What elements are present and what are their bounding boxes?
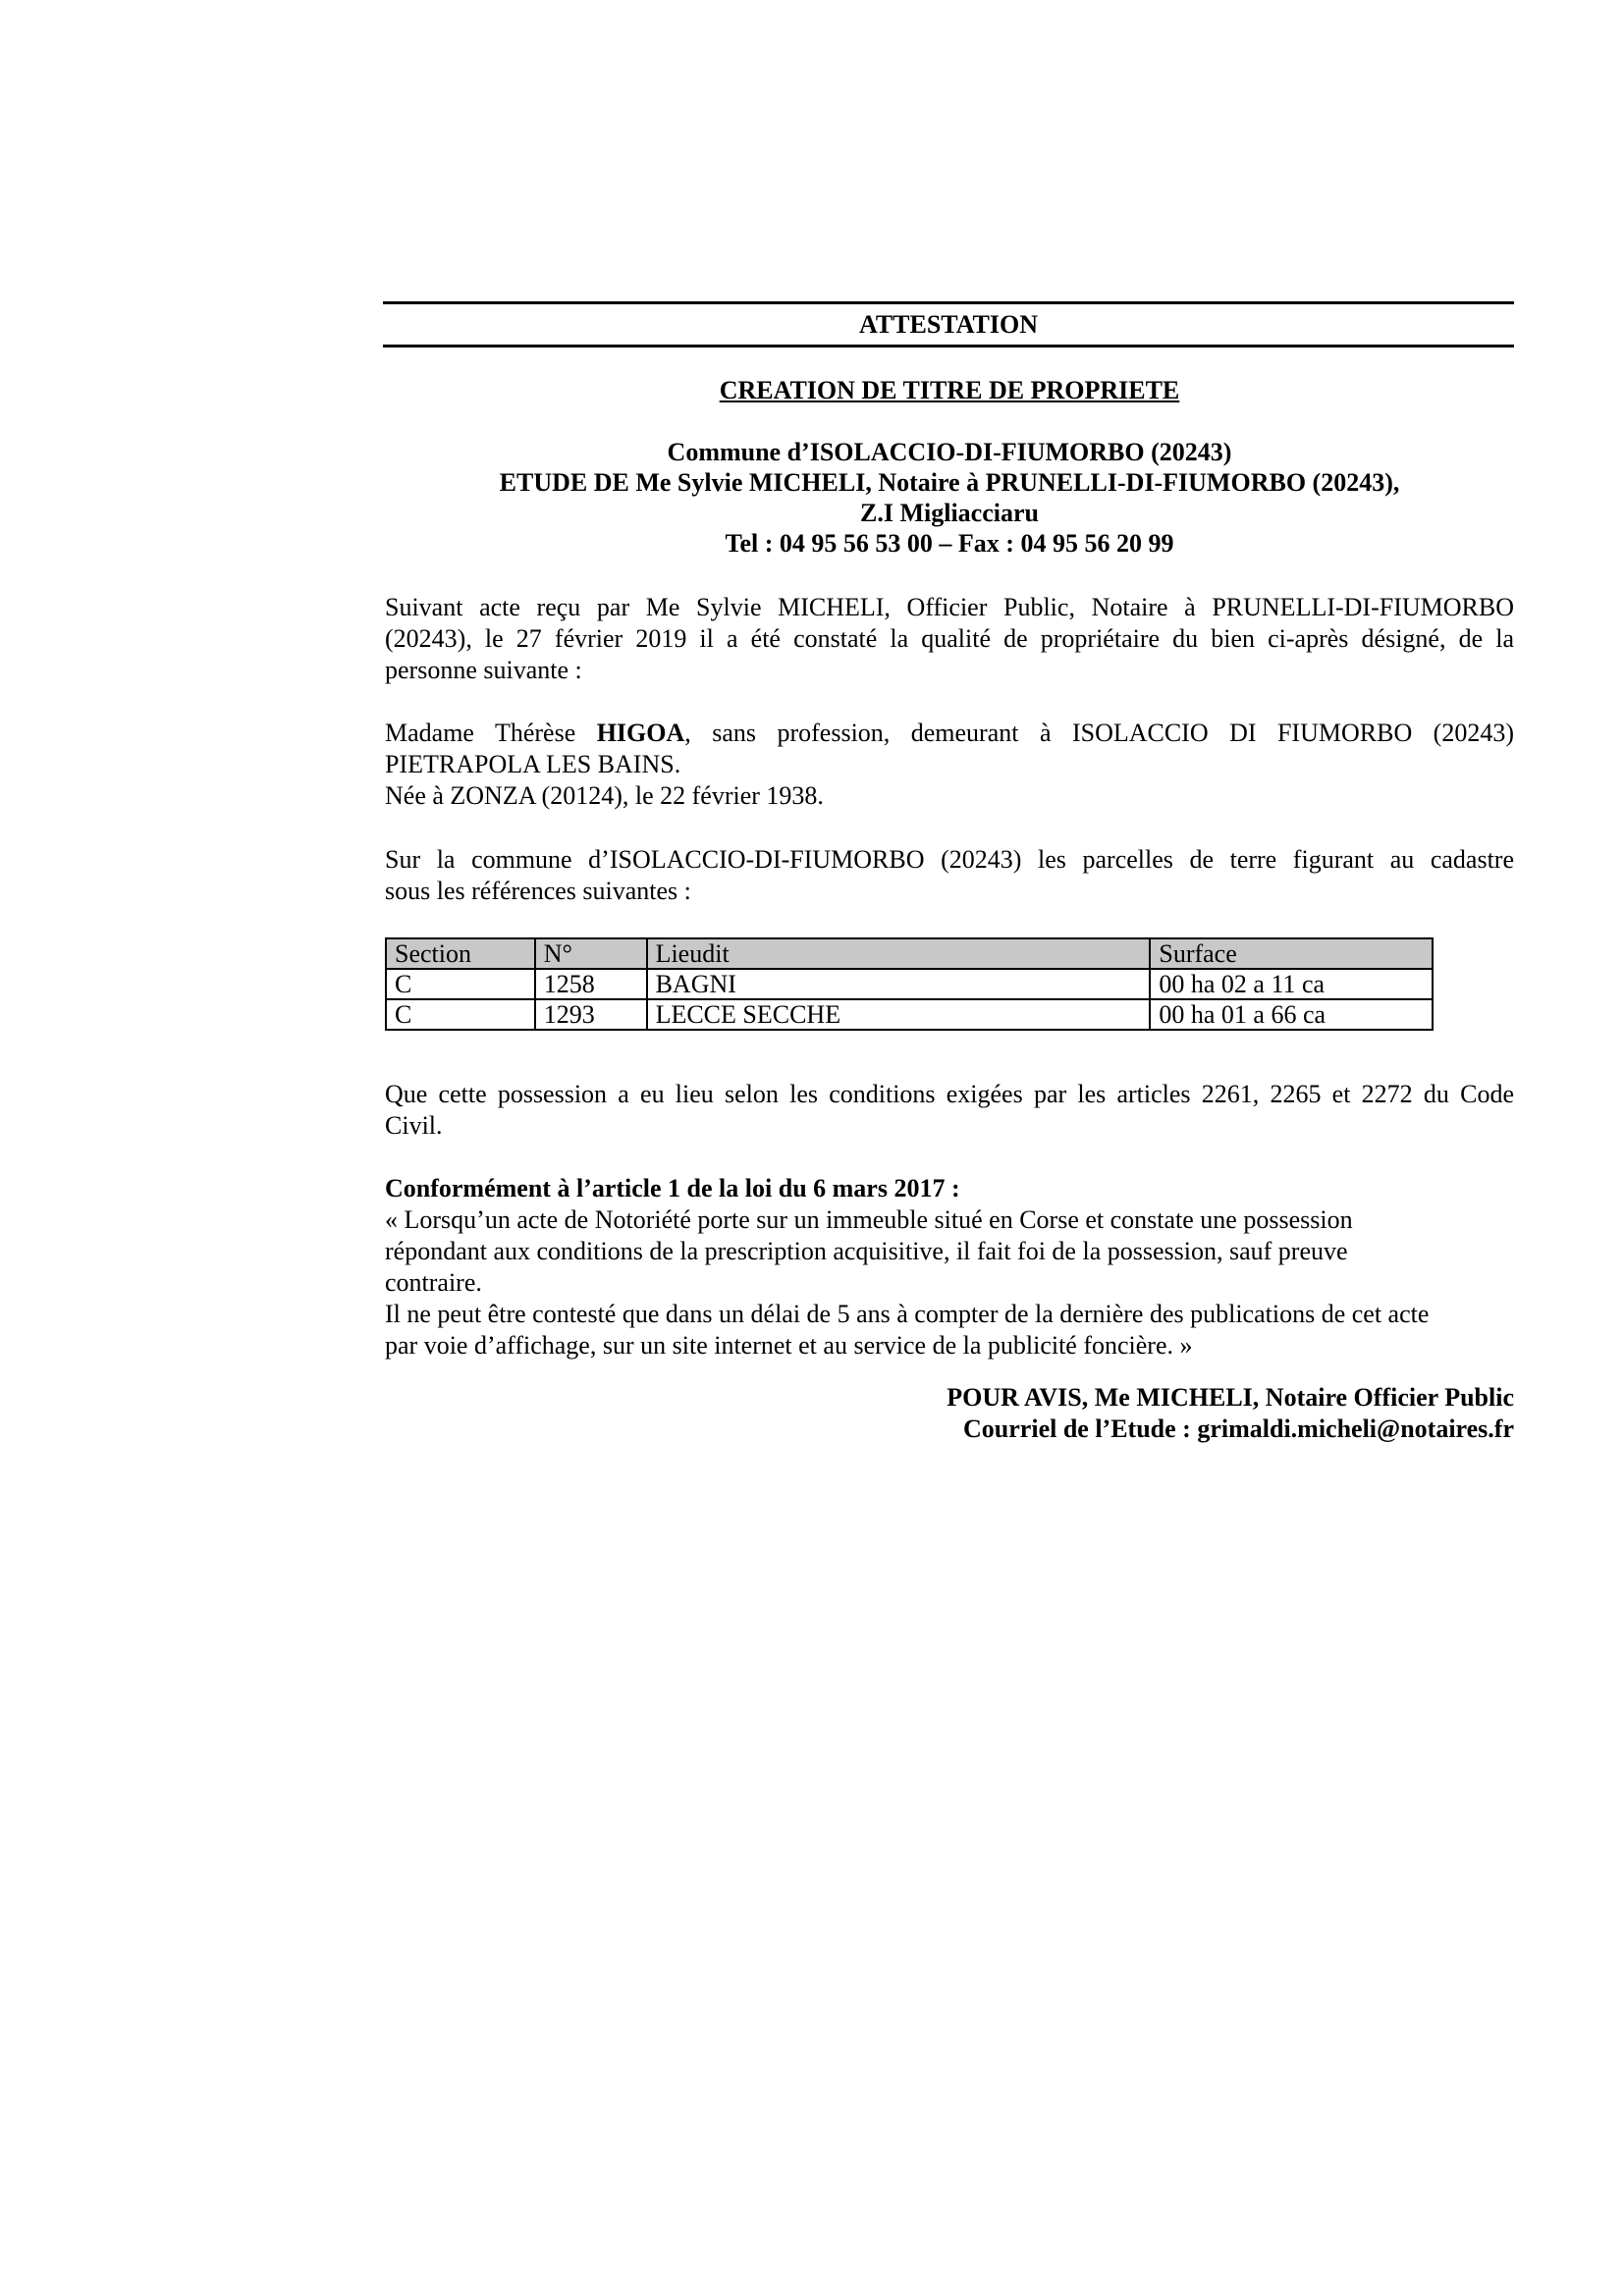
header-surface: Surface (1150, 938, 1433, 969)
etude-line: ETUDE DE Me Sylvie MICHELI, Notaire à PRUNELLI-DI-FIUMORBO (20243), (499, 468, 1400, 497)
cell-section: C (386, 999, 535, 1030)
bottom-rule (383, 345, 1514, 347)
person-paragraph (385, 718, 1514, 812)
person-details: , sans profession, demeurant à ISOLACCIO DI FIUMORBO (20243) (684, 719, 1514, 747)
intro-line: (20243), le 27 février 2019 il a été constaté la qualité de propriétaire du bien ci-après désigné, de la (385, 624, 1514, 653)
commune-line: Commune d’ISOLACCIO-DI-FIUMORBO (20243) (667, 438, 1232, 466)
law-line: par voie d’affichage, sur un site internet et au service de la publicité foncière. » (385, 1331, 1193, 1360)
cell-number: 1258 (535, 969, 647, 999)
address-line: Z.I Migliacciaru (860, 499, 1039, 527)
possession-line: Que cette possession a eu lieu selon les conditions exigées par les articles 2261, 2265 et 2272 du Code (385, 1080, 1514, 1108)
person-line (385, 718, 1514, 749)
document-subtitle: CREATION DE TITRE DE PROPRIETE (719, 376, 1180, 404)
contact-line: Tel : 04 95 56 53 00 – Fax : 04 95 56 20 99 (725, 529, 1174, 558)
email-line: Courriel de l’Etude : grimaldi.micheli@notaires.fr (963, 1415, 1514, 1443)
document-title: ATTESTATION (858, 310, 1039, 339)
law-heading (385, 1173, 1514, 1204)
cell-lieudit: BAGNI (647, 969, 1151, 999)
person-surname: HIGOA (596, 719, 685, 747)
table-row (386, 999, 1433, 1030)
signature-block (385, 1382, 1514, 1445)
law-line: répondant aux conditions de la prescription acquisitive, il fait foi de la possession, sauf preuve (385, 1237, 1348, 1265)
intro-paragraph (385, 592, 1514, 686)
possession-paragraph (385, 1079, 1514, 1142)
intro-line: personne suivante : (385, 656, 582, 684)
cell-surface: 00 ha 01 a 66 ca (1150, 999, 1433, 1030)
table-row (386, 969, 1433, 999)
person-prefix: Madame Thérèse (385, 719, 597, 747)
cell-number: 1293 (535, 999, 647, 1030)
header-number: N° (535, 938, 647, 969)
person-birth: Née à ZONZA (20124), le 22 février 1938. (385, 781, 824, 810)
cell-surface: 00 ha 02 a 11 ca (1150, 969, 1433, 999)
cell-lieudit: LECCE SECCHE (647, 999, 1151, 1030)
table-header-row (386, 938, 1433, 969)
law-line: contraire. (385, 1268, 482, 1297)
cell-section: C (386, 969, 535, 999)
intro-line: Suivant acte reçu par Me Sylvie MICHELI, Officier Public, Notaire à PRUNELLI-DI-FIUMORBO (385, 593, 1514, 621)
parcels-table (385, 937, 1434, 1031)
office-header (385, 437, 1514, 559)
parcels-intro-paragraph (385, 844, 1514, 907)
signature-line: POUR AVIS, Me MICHELI, Notaire Officier Public (947, 1383, 1514, 1412)
parcels-intro-line: Sur la commune d’ISOLACCIO-DI-FIUMORBO (20243) les parcelles de terre figurant au cadastre (385, 845, 1514, 874)
law-line: Il ne peut être contesté que dans un délai de 5 ans à compter de la dernière des publications de cet acte (385, 1300, 1430, 1328)
law-heading-text: Conformément à l’article 1 de la loi du 6 mars 2017 : (385, 1174, 960, 1202)
law-paragraph (385, 1173, 1514, 1362)
attestation-block (383, 301, 1514, 347)
person-address: PIETRAPOLA LES BAINS. (385, 750, 681, 778)
possession-line: Civil. (385, 1111, 443, 1140)
header-lieudit: Lieudit (647, 938, 1151, 969)
law-line: « Lorsqu’un acte de Notoriété porte sur un immeuble situé en Corse et constate une possession (385, 1205, 1353, 1234)
parcels-intro-line: sous les références suivantes : (385, 877, 691, 905)
header-section: Section (386, 938, 535, 969)
